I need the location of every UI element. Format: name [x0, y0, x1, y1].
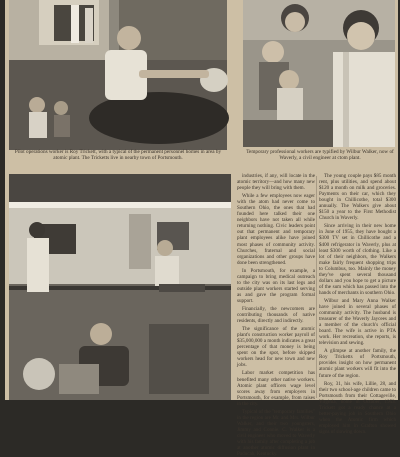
photo-trailer-scene-image [9, 174, 231, 400]
photo-walker-family [243, 0, 395, 147]
caption-top-right: Temporary professional workers are typified by Wilbur Walker, now of Waverly, a civil engineer at ctom plant. [246, 149, 394, 161]
article-column-right [319, 173, 396, 435]
article-paragraph: The significance of the atomic plant's construction worker payroll of $35,000,000 a month indicates a great percentage of that money is being spent on the spot, before skipped workers head for new town and new jobs. [237, 326, 315, 369]
photo-roy-trickett [9, 0, 227, 147]
article-column-middle [237, 173, 315, 457]
caption-top-left: Pilot operations worker is Roy Trickett, with a typical of the permanent personnel homes in area by atomic plant. The Tricketts live in nearby town of Portsmouth. [14, 149, 222, 161]
column-divider [316, 176, 317, 398]
article-paragraph: Wilbur and Mary Anna Walker have joined in several phases of community activity. The husband is treasurer of the Waverly Jaycees and a member of the church's official board. The wife is active in PTA work. Her recreation, she reports, is television and sewing. [319, 297, 396, 347]
article-paragraph: Roy, 31, his wife, Lillie, 28, and their two school-age children came to Portsmouth from their Cottageville, Virginia, home in October, 1953. Trickett got a ready chance at a better-paying job in Southern Ohio when the Atomic firm which employed him in Grafton showed signs of slowing down. [319, 380, 396, 435]
article-paragraph: Since arriving in their new home in June of 1955, they have bought a $300 TV set in Chillicothe and a $400 refrigerator in Waverly, plus at least $300 worth of clothing. Like a lot of their neighbors, the Walkers make fairly frequent shopping trips to Columbus, too. Mainly the money they've spent several thousand dollars and you hope to get a picture of the sum which has passed into the hands of merchants in southern Ohio. [319, 223, 396, 296]
article-paragraph: Typical of the "temporary families" in the region are Mr. and Mrs. Wilbur Walker, and their two youngsters, Jimmy and Connie. C. Walker is a civil engineer who moved to Waverly with his family after completing a job at another atomic diffusion plant in Paducah, Kentucky. [237, 408, 315, 457]
article-paragraph: Financially, the newcomers are contributing thousands of native residents, directly and indirectly. [237, 305, 315, 325]
article-paragraph: industries, if any, will locate in the atomic territory—and how many new people they will bring with them. [237, 173, 315, 192]
photo-walker-family-image [243, 0, 395, 147]
article-paragraph: A glimpse at another family, the Roy Tricketts of Portsmouth, provides insight on how permanent atomic plant workers will fit into the future of the region. [319, 348, 396, 379]
newspaper-page [5, 0, 398, 457]
photo-trailer-scene [9, 174, 231, 400]
article-paragraph: Labor market competition has benefited many other native workers. Atomic plant officers wage level scores away from employers in Portsmouth, for example, from raises in the city. [237, 370, 315, 407]
photo-roy-trickett-image [9, 0, 227, 147]
article-paragraph: The young couple pays $85 month rent, plus utilities, and spend about $120 a month on milk and groceries. Payments on their car, which they bought in Chillicothe, total $300 annually. The Walkers give about $150 a year to the First Methodist Church in Waverly. [319, 173, 396, 222]
article-paragraph: While a few employees now eager with the atom had never come to Southern Ohio, the ones that had founded here talked their one neighbors have not taken all while returning nothing. Civic leaders point out that permanent and temporary plant employees alike have joined most phases of community activity. Churches, fraternal and social organizations and other groups have done been strengthened. [237, 193, 315, 266]
article-paragraph: In Portsmouth, for example, a campaign to bring medical outreach to the city was on its last legs and outside plant workers started serving as and gave the program formal support. [237, 267, 315, 304]
